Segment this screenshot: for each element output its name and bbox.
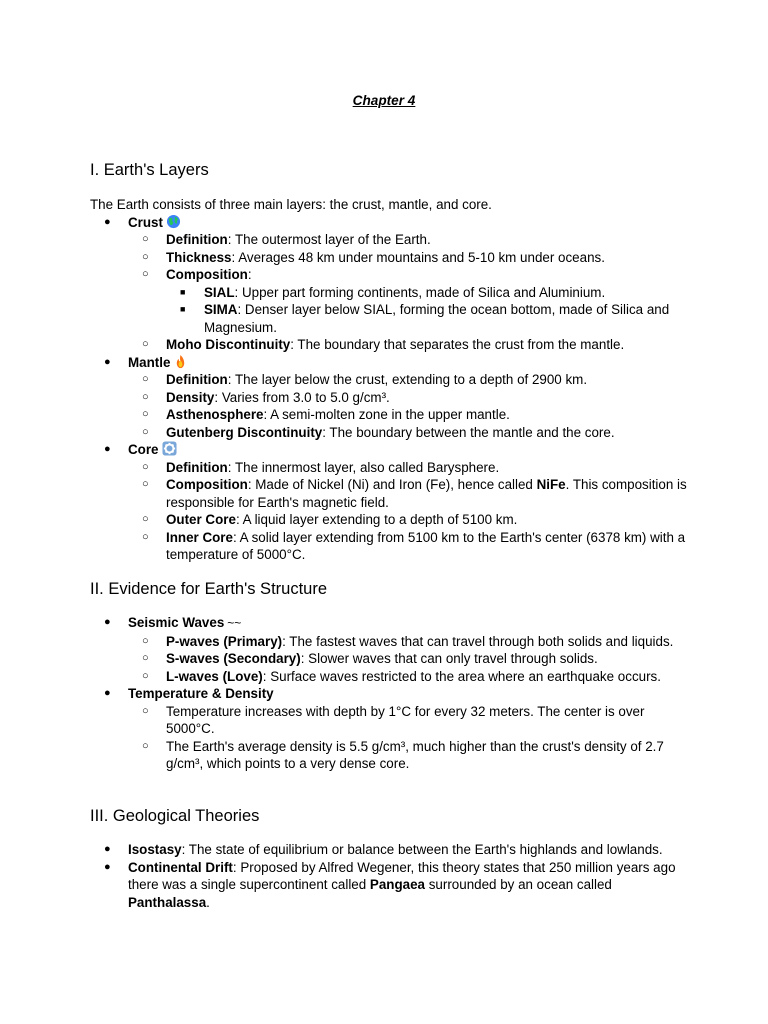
list-item: ○ The Earth's average density is 5.5 g/cm³, much higher than the crust's density of 2.7 g/cm³, which points to a very dense core. xyxy=(142,738,664,771)
evidence-list xyxy=(90,614,690,773)
list-item: ■ SIMA: Denser layer below SIAL, forming the ocean bottom, made of Silica and Magnesium. xyxy=(180,302,670,335)
list-item-core xyxy=(90,441,690,564)
temperature-details xyxy=(128,703,690,773)
list-item: ○ Outer Core: A liquid layer extending to a depth of 5100 km. xyxy=(142,512,518,527)
bullet-dot: ● xyxy=(104,355,111,368)
section-theories xyxy=(90,806,690,911)
section-heading: II. Evidence for Earth's Structure xyxy=(90,580,328,598)
list-item-seismic: ● Seismic Waves ~~ ○ P-waves (Primary): The fastest waves that can travel through both solids and liquids. ○ S-waves (Secondary): Slower waves that can only travel through solids. ○ L-waves (Love): Surface waves restricted to the area where an earthquake occurs. xyxy=(90,614,690,685)
list-item: ○ Composition: Made of Nickel (Ni) and Iron (Fe), hence called NiFe. This composition is responsible for Earth's magnetic field. xyxy=(142,477,687,510)
list-item: ○ S-waves (Secondary): Slower waves that can only travel through solids. xyxy=(142,651,598,666)
list-item-temperature: ● Temperature & Density ○ Temperature increases with depth by 1°C for every 32 meters. The center is over 5000°C. ○ The Earth's average density is 5.5 g/cm³, much higher than the crust's density of 2.7 g/cm³, which points to a very dense core. xyxy=(90,685,690,773)
list-item-mantle xyxy=(90,354,690,442)
bullet-dot: ● xyxy=(104,443,111,455)
intro-paragraph: The Earth consists of three main layers: the crust, mantle, and core. xyxy=(90,197,492,212)
section-evidence xyxy=(90,579,690,773)
chapter-title: Chapter 4 xyxy=(352,93,416,108)
list-item: ○ Asthenosphere: A semi-molten zone in the upper mantle. xyxy=(142,407,510,422)
gear-icon xyxy=(162,441,177,456)
crust-label: Crust xyxy=(128,214,163,230)
list-item: ○ Definition: The layer below the crust, extending to a depth of 2900 km. xyxy=(142,372,588,387)
bullet-dot: ● xyxy=(104,215,111,228)
mantle-details xyxy=(128,371,690,441)
list-item: ○ P-waves (Primary): The fastest waves that can travel through both solids and liquids. xyxy=(142,633,674,649)
list-item-continental-drift: ● Continental Drift: Proposed by Alfred Wegener, this theory states that 250 million years ago there was a single supercontinent called Pangaea surrounded by an ocean called Panthalassa. xyxy=(104,859,676,910)
theories-list xyxy=(90,841,690,911)
list-item: ■ SIAL: Upper part forming continents, made of Silica and Aluminium. xyxy=(180,284,606,300)
layers-list xyxy=(90,214,690,564)
core-label: Core xyxy=(128,442,159,457)
section-heading: I. Earth's Layers xyxy=(90,161,209,179)
list-item: ○ L-waves (Love): Surface waves restricted to the area where an earthquake occurs. xyxy=(142,668,661,684)
list-item: ○ Inner Core: A solid layer extending from 5100 km to the Earth's center (6378 km) with a temperature of 5000°C. xyxy=(142,529,686,562)
seismic-details xyxy=(128,633,690,686)
list-item-isostasy: ● Isostasy: The state of equilibrium or balance between the Earth's highlands and lowlands. xyxy=(104,842,663,857)
crust-details xyxy=(128,231,690,354)
section-earths-layers xyxy=(90,160,690,564)
list-item: ○ Composition: ■ SIAL: Upper part forming continents, made of Silica and Aluminium. ■ SIMA: Denser layer below SIAL, forming the ocean bottom, made of Silica and Magnesium. xyxy=(128,266,690,336)
list-item: ○ Gutenberg Discontinuity: The boundary between the mantle and the core. xyxy=(142,424,615,440)
section-heading: III. Geological Theories xyxy=(90,807,260,825)
list-item: ○ Temperature increases with depth by 1°C for every 32 meters. The center is over 5000°C. xyxy=(142,703,645,736)
list-item: ○ Thickness: Averages 48 km under mountains and 5-10 km under oceans. xyxy=(142,249,605,265)
globe-icon xyxy=(166,214,181,229)
wave-icon: ~~ xyxy=(227,616,242,630)
fire-icon xyxy=(173,354,188,369)
list-item: ○ Density: Varies from 3.0 to 5.0 g/cm³. xyxy=(142,389,390,405)
composition-sublist xyxy=(166,284,690,337)
core-details xyxy=(128,459,690,564)
list-item-crust xyxy=(90,214,690,354)
list-item: ○ Definition: The outermost layer of the Earth. xyxy=(142,232,431,247)
list-item: ○ Definition: The innermost layer, also called Barysphere. xyxy=(142,459,500,475)
mantle-label: Mantle xyxy=(128,354,171,370)
list-item: ○ Moho Discontinuity: The boundary that separates the crust from the mantle. xyxy=(142,337,625,352)
